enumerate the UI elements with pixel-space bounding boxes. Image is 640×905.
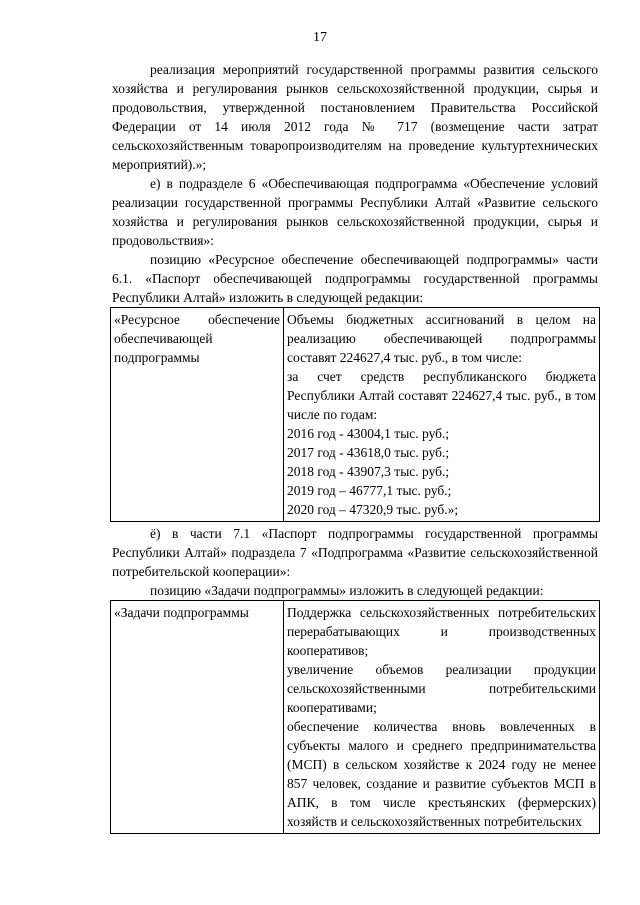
tasks-table [110, 600, 600, 834]
document-body [112, 60, 598, 834]
paragraph-intro: реализация мероприятий государственной программы развития сельского хозяйства и регулирования рынков сельскохозяйственной продукции, сырья и продовольствия, утвержденной постановлением Правительства Российской Федерации от 14 июля 2012 года № 717 (возмещение части затрат сельскохозяйственным товаропроизводителям на проведение культуртехнических мероприятий).»; [112, 62, 598, 172]
resource-line: за счет средств республиканского бюджета Республики Алтай составят 224627,4 тыс. руб., в том числе по годам: [287, 369, 596, 422]
tasks-line: Поддержка сельскохозяйственных потребительских перерабатывающих и производственных кооперативов; [287, 605, 596, 658]
paragraph-position-tasks: позицию «Задачи подпрограммы» изложить в следующей редакции: [150, 583, 544, 598]
resource-year-line: 2019 год – 46777,1 тыс. руб.; [287, 483, 452, 498]
resource-year-line: 2018 год - 43907,3 тыс. руб.; [287, 464, 450, 479]
tasks-line: увеличение объемов реализации продукции сельскохозяйственными потребительскими кооперативами; [287, 662, 596, 715]
tasks-label-cell [111, 601, 284, 834]
paragraph-position-resource: позицию «Ресурсное обеспечение обеспечивающей подпрограммы» части 6.1. «Паспорт обеспечивающей подпрограммы государственной программы Республики Алтай» изложить в следующей редакции: [112, 252, 598, 305]
resource-year-line: 2016 год - 43004,1 тыс. руб.; [287, 426, 450, 441]
paragraph-yo: ё) в части 7.1 «Паспорт подпрограммы государственной программы Республики Алтай» подраздела 7 «Подпрограмма «Развитие сельскохозяйственной потребительской кооперации»: [112, 526, 598, 579]
tasks-value-cell [284, 601, 600, 834]
table-row [111, 601, 600, 834]
resource-value-cell [284, 308, 600, 522]
resource-line: Объемы бюджетных ассигнований в целом на реализацию обеспечивающей подпрограммы составят 224627,4 тыс. руб., в том числе: [287, 312, 596, 365]
resource-year-line: 2017 год - 43618,0 тыс. руб.; [287, 445, 450, 460]
tasks-label: «Задачи подпрограммы [114, 605, 249, 620]
table-row [111, 308, 600, 522]
resource-table [110, 307, 600, 522]
resource-label-cell [111, 308, 284, 522]
paragraph-e: е) в подразделе 6 «Обеспечивающая подпрограмма «Обеспечение условий реализации государственной программы Республики Алтай «Развитие сельского хозяйства и регулирования рынков сельскохозяйственной продукции, сырья и продовольствия»: [112, 176, 598, 248]
resource-year-line: 2020 год – 47320,9 тыс. руб.»; [287, 502, 459, 517]
resource-label: «Ресурсное обеспечение обеспечивающей подпрограммы [114, 312, 280, 365]
tasks-line: обеспечение количества вновь вовлеченных в субъекты малого и среднего предпринимательства (МСП) в сельском хозяйстве к 2024 году не менее 857 человек, создание и развитие субъектов МСП в АПК, в том числе крестьянских (фермерских) хозяйств и сельскохозяйственных потребительских [287, 719, 596, 829]
page-number: 17 [313, 30, 327, 45]
